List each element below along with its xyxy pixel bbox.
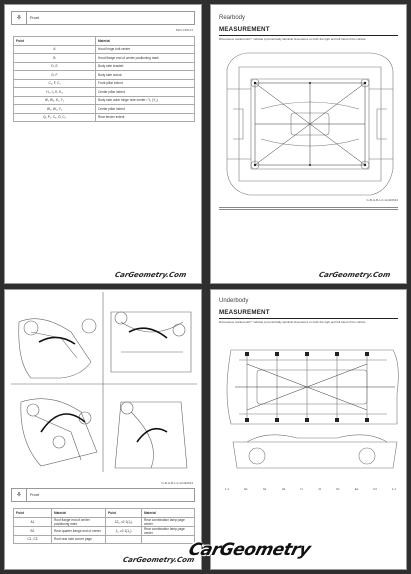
point-cell: A bbox=[14, 45, 96, 54]
axis-label: G1 bbox=[262, 487, 267, 491]
scale-bar bbox=[219, 207, 398, 210]
measurement-photos-grid bbox=[11, 292, 197, 477]
watermark-large: CarGeometry bbox=[186, 540, 313, 560]
point-cell bbox=[106, 535, 142, 544]
table-row bbox=[14, 517, 195, 526]
figure-code: G-B-H-B-1-0-1A420623 bbox=[161, 481, 193, 485]
table-row bbox=[14, 96, 195, 105]
axis-labels bbox=[225, 487, 396, 491]
material-cell: Body side bracket bbox=[96, 62, 195, 71]
page-header bbox=[11, 11, 195, 25]
table-row bbox=[14, 88, 195, 97]
material-cell: Body side cutout bbox=[96, 71, 195, 80]
column-header: Material bbox=[142, 509, 195, 518]
point-cell: W₁ W₂, K₁, Y₂ bbox=[14, 96, 96, 105]
table-row bbox=[14, 54, 195, 63]
page-rearbody bbox=[210, 4, 407, 284]
column-header: Material bbox=[96, 37, 195, 46]
watermark: CarGeometry.Com bbox=[114, 271, 188, 279]
material-cell: Hood hinge bolt center bbox=[96, 45, 195, 54]
point-cell: D, E bbox=[14, 62, 96, 71]
material-cell bbox=[142, 535, 195, 544]
point-cell: Q₀ P₀, C₁, G, C₂ bbox=[14, 113, 96, 122]
material-cell: Rear fender indent bbox=[96, 113, 195, 122]
material-cell: Body side outer hinge hole center / Y₁ (Y₂) bbox=[96, 96, 195, 105]
axis-label: Eq bbox=[354, 487, 359, 491]
points-table bbox=[13, 36, 195, 122]
watermark: CarGeometry.Com bbox=[318, 271, 392, 279]
column-header: Material bbox=[52, 509, 106, 518]
car-front-icon: ⚘ bbox=[15, 492, 23, 499]
material-cell: Roof rear side corner page bbox=[52, 535, 106, 544]
page-title: MEASUREMENT bbox=[219, 309, 270, 316]
title-rule bbox=[219, 318, 398, 319]
page-title: MEASUREMENT bbox=[219, 26, 270, 33]
header-title: Front bbox=[30, 16, 39, 20]
header-divider bbox=[26, 489, 27, 501]
description: Dimensions marked with * indicate symmetrically identical dimensions on both the right and left hand of the vehicle. bbox=[219, 320, 367, 324]
underbody-diagram bbox=[217, 334, 403, 484]
table-row bbox=[14, 535, 195, 544]
page-number: BRA-188123 bbox=[175, 28, 193, 32]
axis-label: F4 bbox=[373, 487, 377, 491]
axis-label: I1 bbox=[300, 487, 303, 491]
header-divider bbox=[26, 12, 27, 24]
point-cell: 1₁, c2 1(1₂) bbox=[106, 526, 142, 535]
material-cell: Hood flange end of center positioning mark bbox=[96, 54, 195, 63]
point-cell: B1 bbox=[14, 526, 52, 535]
material-cell: Center pillar indent bbox=[96, 88, 195, 97]
material-cell: Roof flange end of center positioning mark bbox=[52, 517, 106, 526]
points-table bbox=[13, 508, 195, 544]
axis-label: 1-1 bbox=[225, 487, 230, 491]
material-cell: Front pillar indent bbox=[96, 79, 195, 88]
table-row bbox=[14, 71, 195, 80]
point-cell: 1Z₁, c2 1(1₂) bbox=[106, 517, 142, 526]
point-cell: W₂, W₁, Y₂ bbox=[14, 105, 96, 114]
axis-label: E1 bbox=[244, 487, 248, 491]
section-title: Rearbody bbox=[219, 15, 246, 21]
column-header: Point bbox=[106, 509, 142, 518]
header-title: Front bbox=[30, 493, 39, 497]
material-cell: Rear combination lamp page center bbox=[142, 517, 195, 526]
point-cell: A1 bbox=[14, 517, 52, 526]
point-cell: H₁, I₁, K, K₂ bbox=[14, 88, 96, 97]
watermark: CarGeometry.Com bbox=[122, 556, 196, 564]
material-cell: Center pillar indent bbox=[96, 105, 195, 114]
material-cell: Rear quarter flange end of center bbox=[52, 526, 106, 535]
table-row bbox=[14, 526, 195, 535]
car-front-icon: ⚘ bbox=[15, 15, 23, 22]
table-row bbox=[14, 113, 195, 122]
figure-code: G-B-H-B-1-0-1A420623 bbox=[366, 198, 398, 202]
point-cell: B bbox=[14, 54, 96, 63]
axis-label: K1 bbox=[336, 487, 340, 491]
column-header: Point bbox=[14, 509, 52, 518]
page-front-photos bbox=[4, 289, 202, 570]
point-cell: D, F bbox=[14, 71, 96, 80]
table-row bbox=[14, 62, 195, 71]
page-underbody bbox=[186, 289, 407, 570]
axis-label: J1 bbox=[318, 487, 322, 491]
point-cell: C₂, F, C₁ bbox=[14, 79, 96, 88]
column-header: Point bbox=[14, 37, 96, 46]
section-title: Underbody bbox=[219, 298, 249, 304]
axis-label: H1 bbox=[281, 487, 286, 491]
axis-label: 1-1 bbox=[391, 487, 396, 491]
table-row bbox=[14, 79, 195, 88]
rearbody-diagram bbox=[221, 49, 399, 199]
page-front-table bbox=[4, 4, 202, 284]
description: Dimensions marked with * indicate symmetrically identical dimensions on both the right and left hand of the vehicle. bbox=[219, 37, 367, 41]
point-cell: C1, C3 bbox=[14, 535, 52, 544]
table-row bbox=[14, 45, 195, 54]
page-header bbox=[11, 488, 195, 502]
material-cell: Rear combination lamp page center bbox=[142, 526, 195, 535]
table-row bbox=[14, 105, 195, 114]
title-rule bbox=[219, 35, 398, 36]
